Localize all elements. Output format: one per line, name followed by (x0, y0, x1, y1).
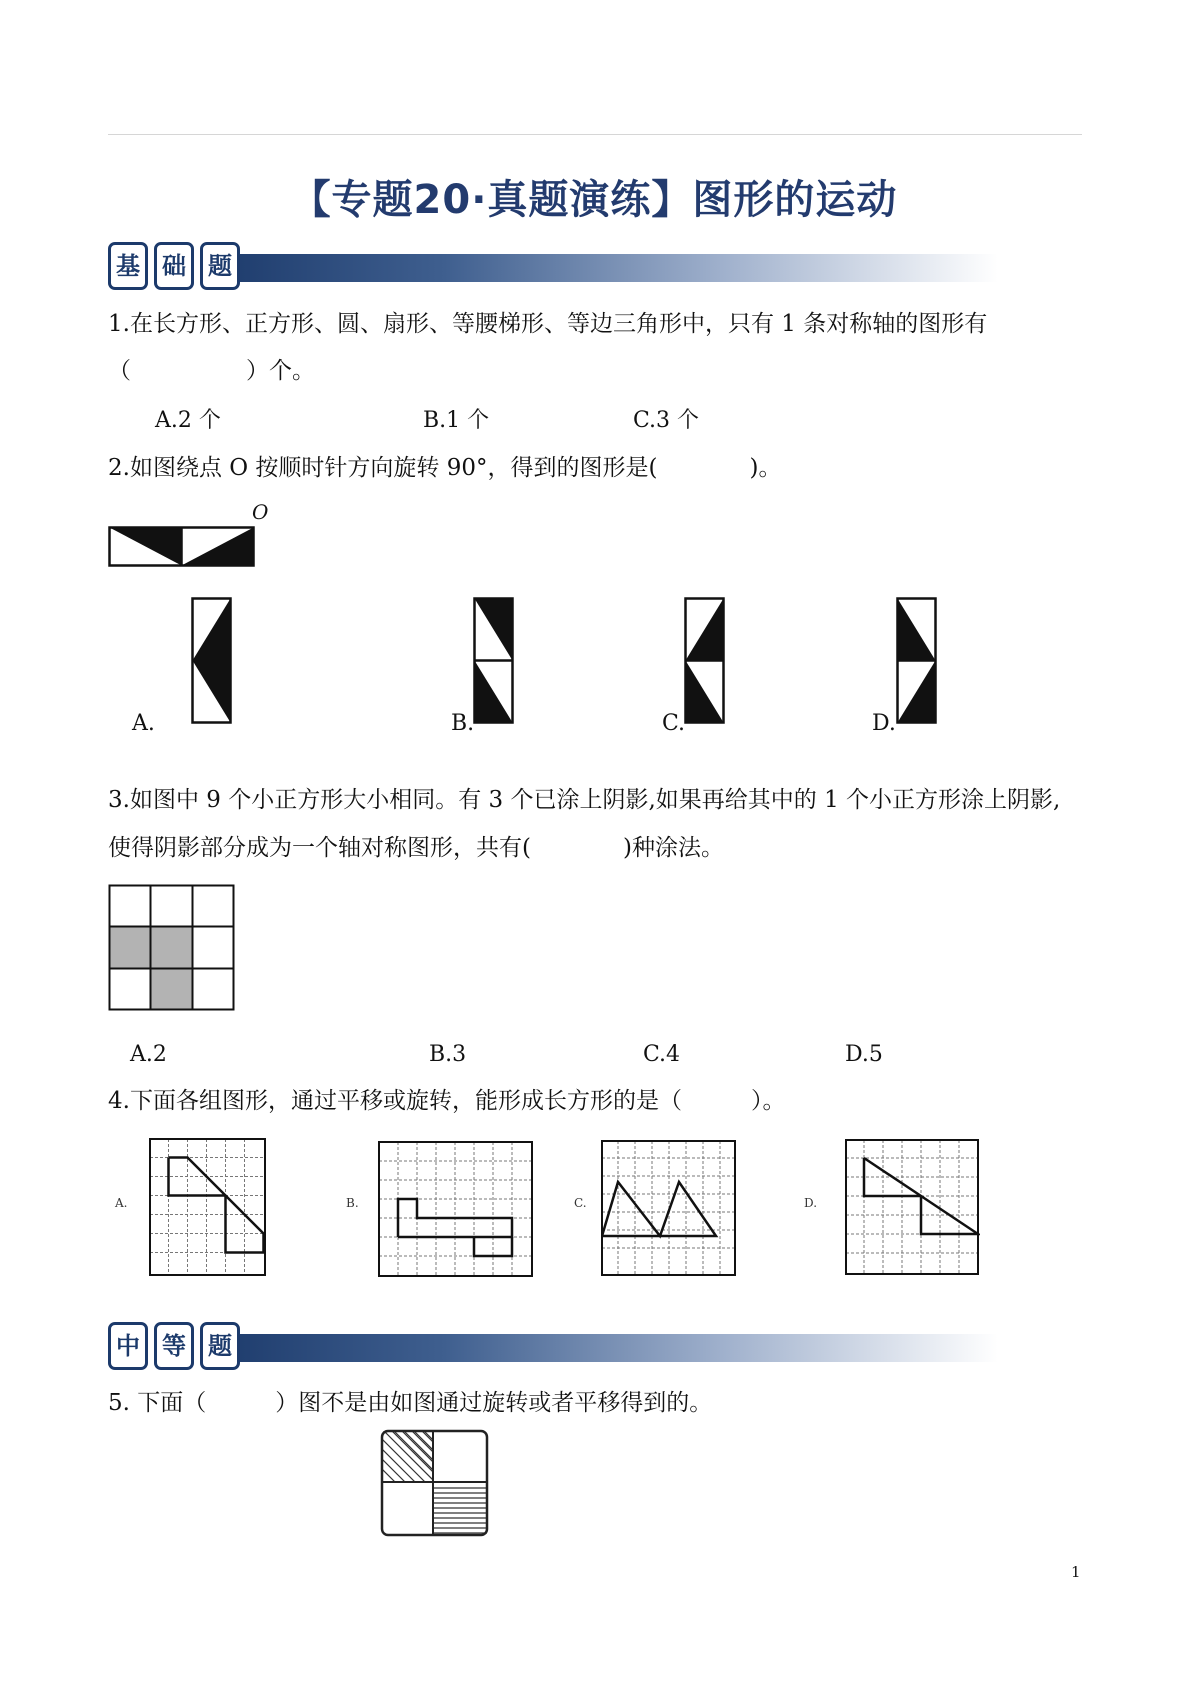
banner-char-2: 等 (154, 1322, 194, 1370)
question-1-option-c: C.3 个 (633, 408, 700, 433)
banner-gradient-bar (208, 1334, 998, 1362)
question-4-text: 4.下面各组图形，通过平移或旋转，能形成长方形的是（ ）。 (108, 1088, 786, 1114)
question-2-option-c: C. (662, 711, 686, 736)
question-3-option-d: D.5 (845, 1042, 883, 1067)
question-4-option-d-figure[interactable] (845, 1139, 980, 1276)
question-2-option-a-figure[interactable] (191, 597, 233, 727)
question-4-option-a: A. (115, 1196, 128, 1210)
question-3-option-c: C.4 (643, 1042, 681, 1067)
banner-char-1: 中 (108, 1322, 148, 1370)
question-4-option-b-figure[interactable] (378, 1141, 534, 1278)
question-4-option-c-figure[interactable] (601, 1140, 737, 1277)
question-4-option-b: B. (346, 1196, 359, 1210)
point-o-label: O (252, 500, 269, 524)
question-2-option-b: B. (451, 711, 475, 736)
banner-char-1: 基 (108, 242, 148, 290)
question-3-line1: 3.如图中 9 个小正方形大小相同。有 3 个已涂上阴影,如果再给其中的 1 个小正方形涂上阴影, (108, 787, 1061, 813)
question-4-option-a-figure[interactable] (149, 1138, 267, 1277)
question-1-option-b: B.1 个 (423, 408, 490, 433)
section-banner-basic (108, 242, 998, 294)
question-1-line1: 1.在长方形、正方形、圆、扇形、等腰梯形、等边三角形中，只有 1 条对称轴的图形有 (108, 311, 988, 337)
question-5-figure (380, 1429, 490, 1537)
banner-gradient-bar (208, 254, 998, 282)
question-3-option-a: A.2 (130, 1042, 167, 1067)
banner-char-3: 题 (200, 1322, 240, 1370)
page-number: 1 (1071, 1563, 1081, 1581)
banner-char-3: 题 (200, 242, 240, 290)
question-2-option-a: A. (132, 711, 155, 736)
question-4-option-d: D. (804, 1196, 818, 1210)
question-2-text: 2.如图绕点 O 按顺时针方向旋转 90°，得到的图形是( )。 (108, 455, 782, 481)
question-2-option-d-figure[interactable] (896, 597, 938, 727)
question-1-line2: （ ）个。 (108, 358, 315, 384)
section-banner-medium (108, 1322, 998, 1374)
question-1-option-a: A.2 个 (155, 408, 221, 433)
question-3-grid (108, 884, 238, 1014)
question-2-option-d: D. (872, 711, 896, 736)
question-5-text: 5. 下面（ ）图不是由如图通过旋转或者平移得到的。 (108, 1390, 713, 1416)
question-4-option-c: C. (574, 1196, 587, 1210)
banner-char-2: 础 (154, 242, 194, 290)
question-2-option-b-figure[interactable] (473, 597, 515, 727)
question-2-option-c-figure[interactable] (684, 597, 726, 727)
question-2-figure (108, 526, 258, 570)
header-rule (108, 134, 1082, 135)
question-3-option-b: B.3 (429, 1042, 467, 1067)
question-3-line2: 使得阴影部分成为一个轴对称图形，共有( )种涂法。 (108, 835, 724, 861)
page-title: 【专题20·真题演练】图形的运动 (290, 177, 898, 223)
